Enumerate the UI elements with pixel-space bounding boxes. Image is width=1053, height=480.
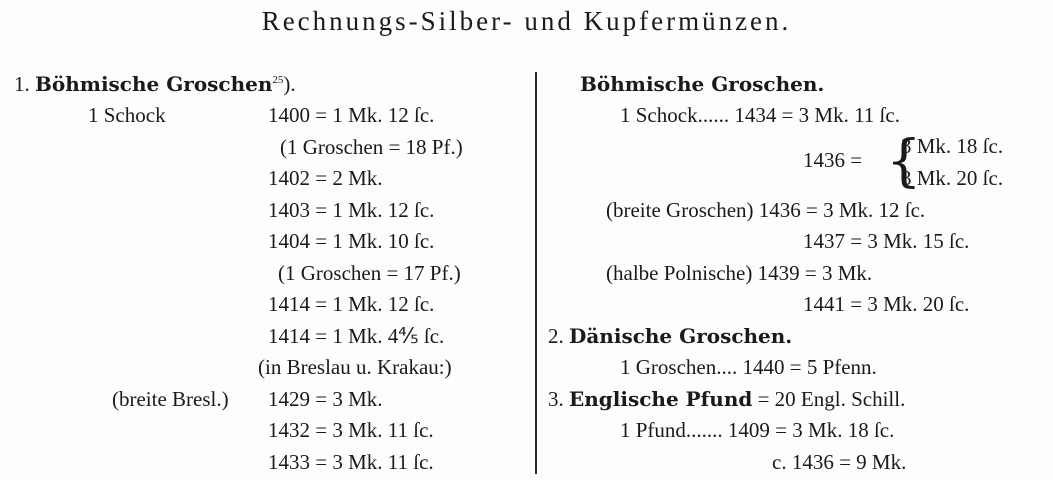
entry-line: 1 Schock...... 1434 = 3 Mk. 11 ſc. <box>620 103 900 127</box>
entry-line: 1402 = 2 Mk. <box>268 166 383 190</box>
entry-line: 1 Groschen.... 1440 = 5 Pfenn. <box>620 355 877 379</box>
entry-line: 1414 = 1 Mk. 12 ſc. <box>268 292 435 316</box>
section-heading-bohmische-groschen <box>14 72 296 97</box>
section-number: 3. <box>548 387 564 411</box>
entry-line: 1433 = 3 Mk. 11 ſc. <box>268 450 434 474</box>
entry-line: 1437 = 3 Mk. 15 ſc. <box>803 229 970 253</box>
entry-line: 1 Pfund....... 1409 = 3 Mk. 18 ſc. <box>620 418 895 442</box>
section-heading-bohmische-groschen-2: Böhmische Groschen. <box>580 72 825 96</box>
section-suffix: ). <box>283 72 296 96</box>
entry-line: 1404 = 1 Mk. 10 ſc. <box>268 229 435 253</box>
page-title: Rechnungs-Silber- und Kupfermünzen. <box>261 6 792 36</box>
entry-line: (in Breslau u. Krakau:) <box>258 355 452 379</box>
curly-brace: { <box>886 129 922 194</box>
entry-line: 1400 = 1 Mk. 12 ſc. <box>268 103 435 127</box>
entry-line: (1 Groschen = 17 Pf.) <box>278 261 461 285</box>
entry-line: 3 Mk. 20 ſc. <box>901 166 1004 190</box>
entry-year: 1436 = <box>803 148 863 172</box>
entry-line: 1414 = 1 Mk. 4⅘ ſc. <box>268 324 445 348</box>
section-heading-englische-pfund <box>548 387 905 412</box>
entry-line: 3 Mk. 18 ſc. <box>901 134 1004 158</box>
bracketed-entry <box>803 129 1043 196</box>
entry-line: c. 1436 = 9 Mk. <box>772 450 907 474</box>
entry-line: 1429 = 3 Mk. <box>268 387 383 411</box>
footnote-ref: 25 <box>272 74 284 86</box>
section-tail: = 20 Engl. Schill. <box>757 387 906 411</box>
section-heading-danische-groschen <box>548 324 792 349</box>
entry-line: 1403 = 1 Mk. 12 ſc. <box>268 198 435 222</box>
section-number: 2. <box>548 324 564 348</box>
entry-line: (halbe Polnische) 1439 = 3 Mk. <box>606 261 873 285</box>
entry-line: (breite Groschen) 1436 = 3 Mk. 12 ſc. <box>606 198 926 222</box>
row-label: 1 Schock <box>88 103 166 127</box>
entry-line: (1 Groschen = 18 Pf.) <box>280 135 463 159</box>
section-number: 1. <box>14 72 30 96</box>
section-title: Englische Pfund <box>569 387 753 411</box>
section-title: Dänische Groschen. <box>569 324 793 348</box>
entry-line: 1432 = 3 Mk. 11 ſc. <box>268 418 434 442</box>
column-divider <box>535 72 537 474</box>
section-title: Böhmische Groschen <box>35 72 273 96</box>
row-label: (breite Bresl.) <box>112 387 229 411</box>
entry-line: 1441 = 3 Mk. 20 ſc. <box>803 292 970 316</box>
